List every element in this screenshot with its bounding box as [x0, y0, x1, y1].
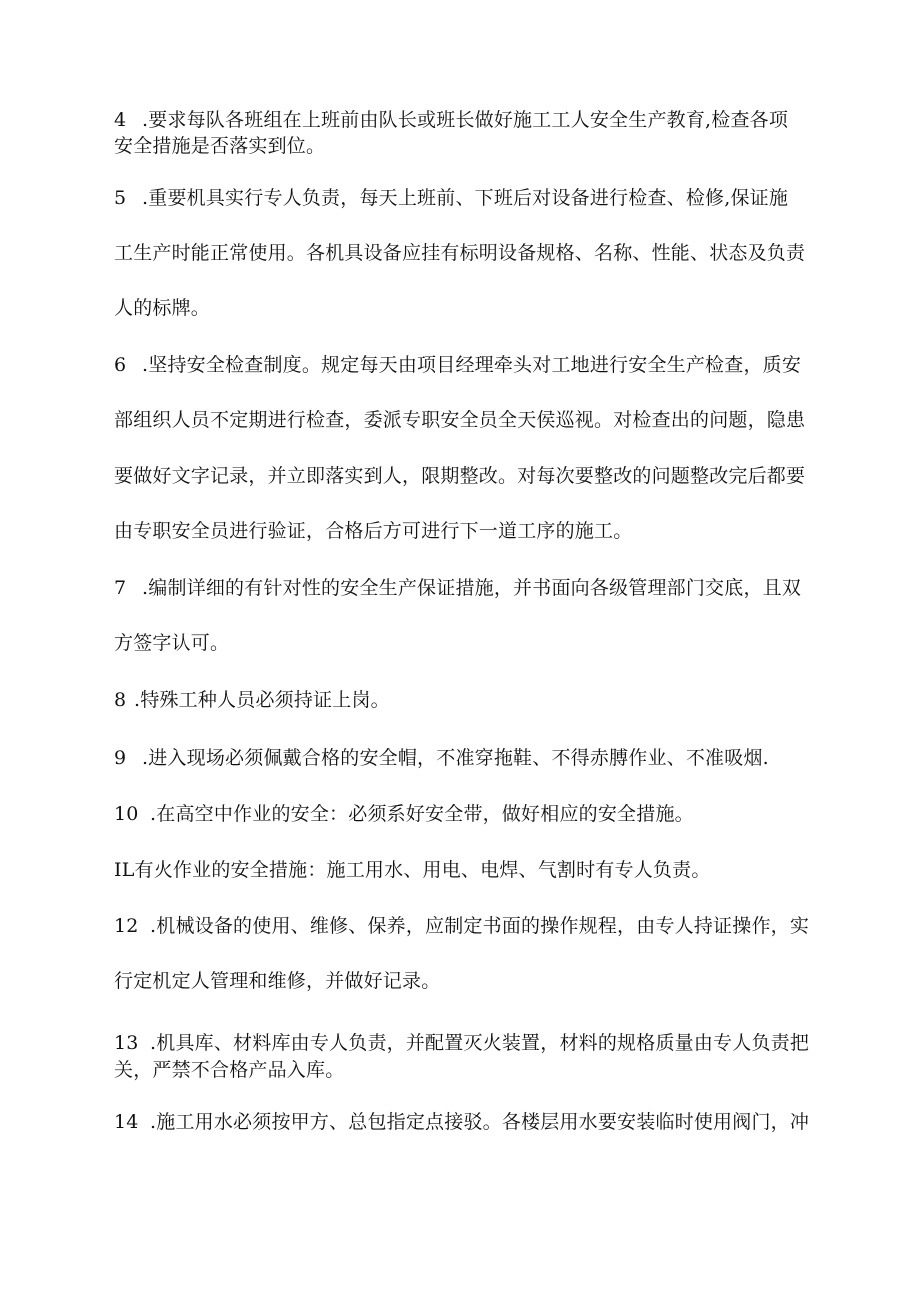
item-12-line-1: [114, 914, 844, 938]
item-7-line-1: [114, 576, 844, 600]
item-6-line-2: 部组织人员不定期进行检查，委派专职安全员全天侯巡视。对检查出的问题，隐患: [114, 409, 806, 431]
item-number: 14: [114, 1111, 139, 1133]
item-6-line-4: 由专职安全员进行验证，合格后方可进行下一道工序的施工。: [114, 520, 633, 542]
item-5-line-2: 工生产时能正常使用。各机具设备应挂有标明设备规格、名称、性能、状态及负责: [114, 242, 806, 264]
item-number: 13: [114, 1032, 139, 1054]
item-number: 9: [114, 747, 127, 769]
item-5-line-3: 人的标牌。: [114, 297, 211, 319]
item-5-line-1: [114, 186, 844, 210]
item-number: 5: [114, 187, 127, 209]
item-number: 4: [114, 109, 127, 131]
item-text: .在高空中作业的安全：必须系好安全带，做好相应的安全措施。: [150, 803, 694, 825]
item-10-line-1: [114, 802, 844, 826]
item-12-line-2: 行定机定人管理和维修，并做好记录。: [114, 970, 441, 992]
item-text: .特殊工种人员必须持证上岗。: [134, 689, 390, 711]
item-text: .编制详细的有针对性的安全生产保证措施，并书面向各级管理部门交底，且双: [142, 577, 802, 599]
item-13-line-1: [114, 1031, 844, 1055]
item-6-line-1: [114, 353, 844, 377]
item-text: .进入现场必须佩戴合格的安全帽，不准穿拖鞋、不得赤膊作业、不准吸烟.: [142, 747, 769, 769]
item-number: 8: [114, 689, 127, 711]
item-4-line-1: [114, 108, 844, 132]
item-7-line-2: 方签字认可。: [114, 632, 230, 654]
item-4-line-2: 安全措施是否落实到位。: [114, 135, 326, 157]
item-number: 6: [114, 354, 127, 376]
item-11-line-1: IL有火作业的安全措施：施工用水、用电、电焊、气割时有专人负责。: [114, 859, 711, 881]
item-text: .机械设备的使用、维修、保养，应制定书面的操作规程，由专人持证操作，实: [150, 915, 810, 937]
item-6-line-3: 要做好文字记录，并立即落实到人，限期整改。对每次要整改的问题整改完后都要: [114, 465, 806, 487]
item-text: .机具库、材料库由专人负责，并配置灭火装置，材料的规格质量由专人负责把: [150, 1032, 810, 1054]
item-text: .施工用水必须按甲方、总包指定点接驳。各楼层用水要安装临时使用阀门，冲: [150, 1111, 810, 1133]
item-13-line-2: 关，严禁不合格产品入库。: [114, 1059, 345, 1081]
item-text: .要求每队各班组在上班前由队长或班长做好施工工人安全生产教育,检查各项: [142, 109, 789, 131]
item-14-line-1: [114, 1110, 844, 1134]
item-8-line-1: [114, 688, 844, 712]
item-text: .坚持安全检查制度。规定每天由项目经理牵头对工地进行安全生产检查，质安: [142, 354, 802, 376]
item-text: .重要机具实行专人负责，每天上班前、下班后对设备进行检查、检修,保证施: [142, 187, 789, 209]
item-number: 10: [114, 803, 139, 825]
item-number: 12: [114, 915, 139, 937]
item-9-line-1: [114, 746, 844, 770]
item-number: 7: [114, 577, 127, 599]
